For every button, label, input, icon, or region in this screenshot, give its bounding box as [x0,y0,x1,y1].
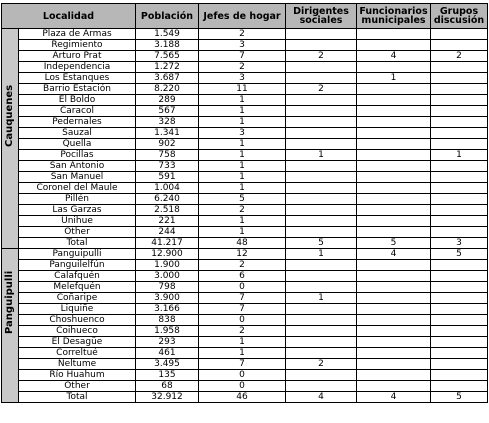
dirigentes-sociales-cell: 2 [286,84,357,95]
localidad-cell: Caracol [19,106,136,117]
dirigentes-sociales-cell [286,62,357,73]
poblacion-cell: 41.217 [136,238,199,249]
dirigentes-sociales-cell: 1 [286,150,357,161]
grupos-discusion-cell [431,40,488,51]
funcionarios-municipales-cell [357,205,431,216]
localidad-cell: Choshuenco [19,315,136,326]
table-row [2,260,488,271]
funcionarios-municipales-cell [357,337,431,348]
jefes-de-hogar-cell: 12 [199,249,286,260]
dirigentes-sociales-cell: 4 [286,392,357,403]
table-row [2,293,488,304]
grupos-discusion-cell [431,348,488,359]
jefes-de-hogar-cell: 7 [199,293,286,304]
dirigentes-sociales-cell [286,326,357,337]
poblacion-cell: 1.272 [136,62,199,73]
funcionarios-municipales-cell [357,271,431,282]
dirigentes-sociales-cell [286,40,357,51]
grupos-discusion-cell [431,128,488,139]
localidad-cell: Coronel del Maule [19,183,136,194]
dirigentes-sociales-cell [286,117,357,128]
funcionarios-municipales-cell [357,326,431,337]
funcionarios-municipales-cell [357,106,431,117]
grupos-discusion-cell [431,260,488,271]
grupos-discusion-cell [431,381,488,392]
region-label-cell [2,249,19,403]
jefes-de-hogar-cell: 1 [199,172,286,183]
header-jefes-de-hogar: Jefes de hogar [199,4,286,29]
dirigentes-sociales-cell [286,161,357,172]
localidad-cell: Los Estanques [19,73,136,84]
poblacion-cell: 798 [136,282,199,293]
poblacion-cell: 461 [136,348,199,359]
poblacion-cell: 8.220 [136,84,199,95]
header-row [2,4,488,29]
jefes-de-hogar-cell: 46 [199,392,286,403]
jefes-de-hogar-cell: 0 [199,370,286,381]
localidad-cell: Panguilelfún [19,260,136,271]
jefes-de-hogar-cell: 1 [199,337,286,348]
grupos-discusion-cell [431,183,488,194]
dirigentes-sociales-cell [286,95,357,106]
jefes-de-hogar-cell: 11 [199,84,286,95]
dirigentes-sociales-cell [286,304,357,315]
grupos-discusion-cell: 5 [431,392,488,403]
grupos-discusion-cell [431,370,488,381]
dirigentes-sociales-cell [286,227,357,238]
table-row [2,315,488,326]
poblacion-cell: 1.549 [136,29,199,40]
dirigentes-sociales-cell [286,282,357,293]
jefes-de-hogar-cell: 3 [199,73,286,84]
jefes-de-hogar-cell: 2 [199,326,286,337]
region-label-cell [2,29,19,249]
poblacion-cell: 733 [136,161,199,172]
jefes-de-hogar-cell: 0 [199,381,286,392]
poblacion-cell: 12.900 [136,249,199,260]
poblacion-cell: 591 [136,172,199,183]
poblacion-cell: 7.565 [136,51,199,62]
funcionarios-municipales-cell [357,62,431,73]
total-row [2,238,488,249]
table-row [2,106,488,117]
poblacion-cell: 68 [136,381,199,392]
funcionarios-municipales-cell: 4 [357,249,431,260]
grupos-discusion-cell [431,194,488,205]
funcionarios-municipales-cell [357,227,431,238]
jefes-de-hogar-cell: 7 [199,51,286,62]
jefes-de-hogar-cell: 1 [199,117,286,128]
grupos-discusion-cell [431,73,488,84]
grupos-discusion-cell [431,106,488,117]
localidad-cell: Coihueco [19,326,136,337]
table-row [2,172,488,183]
jefes-de-hogar-cell: 2 [199,29,286,40]
jefes-de-hogar-cell: 7 [199,359,286,370]
localidad-cell: Plaza de Armas [19,29,136,40]
dirigentes-sociales-cell [286,139,357,150]
table-row [2,29,488,40]
dirigentes-sociales-cell [286,315,357,326]
localidad-cell: Melefquén [19,282,136,293]
localidad-cell: Pocillas [19,150,136,161]
funcionarios-municipales-cell [357,370,431,381]
poblacion-cell: 1.958 [136,326,199,337]
poblacion-cell: 221 [136,216,199,227]
dirigentes-sociales-cell [286,370,357,381]
table-row [2,205,488,216]
dirigentes-sociales-cell [286,381,357,392]
total-row [2,392,488,403]
table-row [2,337,488,348]
dirigentes-sociales-cell: 2 [286,51,357,62]
table-row [2,227,488,238]
table-row [2,271,488,282]
grupos-discusion-cell [431,84,488,95]
table-row [2,304,488,315]
localidad-cell: Coñaripe [19,293,136,304]
funcionarios-municipales-cell [357,95,431,106]
dirigentes-sociales-cell [286,205,357,216]
jefes-de-hogar-cell: 1 [199,183,286,194]
jefes-de-hogar-cell: 0 [199,315,286,326]
grupos-discusion-cell [431,337,488,348]
poblacion-cell: 1.900 [136,260,199,271]
jefes-de-hogar-cell: 48 [199,238,286,249]
region-name: Panguipulli [4,270,15,334]
grupos-discusion-cell [431,282,488,293]
localidad-cell: Other [19,227,136,238]
grupos-discusion-cell [431,95,488,106]
dirigentes-sociales-cell [286,216,357,227]
table-row [2,117,488,128]
grupos-discusion-cell [431,62,488,73]
table-row [2,128,488,139]
table-row [2,282,488,293]
grupos-discusion-cell [431,29,488,40]
poblacion-cell: 6.240 [136,194,199,205]
funcionarios-municipales-cell [357,40,431,51]
poblacion-cell: 244 [136,227,199,238]
table-row [2,183,488,194]
localidad-cell: Other [19,381,136,392]
localidad-cell: Regimiento [19,40,136,51]
localidad-cell: Pillén [19,194,136,205]
dirigentes-sociales-cell [286,172,357,183]
poblacion-cell: 289 [136,95,199,106]
grupos-discusion-cell: 5 [431,249,488,260]
funcionarios-municipales-cell [357,381,431,392]
dirigentes-sociales-cell [286,337,357,348]
grupos-discusion-cell [431,271,488,282]
dirigentes-sociales-cell [286,183,357,194]
jefes-de-hogar-cell: 5 [199,194,286,205]
poblacion-cell: 293 [136,337,199,348]
header-funcionarios-municipales: Funcionarios municipales [357,4,431,29]
localidad-cell: Pedernales [19,117,136,128]
poblacion-cell: 3.000 [136,271,199,282]
jefes-de-hogar-cell: 2 [199,62,286,73]
funcionarios-municipales-cell [357,117,431,128]
table-row [2,40,488,51]
funcionarios-municipales-cell [357,172,431,183]
table-row [2,194,488,205]
localidad-cell: Panguipulli [19,249,136,260]
dirigentes-sociales-cell: 1 [286,249,357,260]
localidades-table [1,3,488,403]
funcionarios-municipales-cell [357,139,431,150]
jefes-de-hogar-cell: 2 [199,260,286,271]
region-name: Cauquenes [4,84,15,147]
poblacion-cell: 3.687 [136,73,199,84]
localidad-cell: Barrio Estación [19,84,136,95]
dirigentes-sociales-cell [286,271,357,282]
table-row [2,73,488,84]
localidad-cell: Las Garzas [19,205,136,216]
funcionarios-municipales-cell [357,29,431,40]
dirigentes-sociales-cell [286,260,357,271]
poblacion-cell: 328 [136,117,199,128]
table-row [2,161,488,172]
jefes-de-hogar-cell: 0 [199,282,286,293]
poblacion-cell: 1.004 [136,183,199,194]
localidad-cell: Unihue [19,216,136,227]
table-row [2,348,488,359]
grupos-discusion-cell [431,117,488,128]
funcionarios-municipales-cell [357,183,431,194]
table-row [2,359,488,370]
jefes-de-hogar-cell: 1 [199,227,286,238]
dirigentes-sociales-cell [286,106,357,117]
localidad-cell: El Boldo [19,95,136,106]
grupos-discusion-cell [431,359,488,370]
funcionarios-municipales-cell: 4 [357,392,431,403]
table-row [2,216,488,227]
funcionarios-municipales-cell [357,161,431,172]
jefes-de-hogar-cell: 1 [199,161,286,172]
dirigentes-sociales-cell: 2 [286,359,357,370]
localidad-cell: Río Huahum [19,370,136,381]
funcionarios-municipales-cell [357,293,431,304]
grupos-discusion-cell: 2 [431,51,488,62]
poblacion-cell: 3.900 [136,293,199,304]
table-row [2,95,488,106]
header-grupos-discusion: Grupos discusión [431,4,488,29]
poblacion-cell: 902 [136,139,199,150]
dirigentes-sociales-cell [286,128,357,139]
localidad-cell: San Manuel [19,172,136,183]
localidad-cell: San Antonio [19,161,136,172]
localidad-cell: Independencia [19,62,136,73]
grupos-discusion-cell [431,216,488,227]
funcionarios-municipales-cell [357,304,431,315]
poblacion-cell: 3.166 [136,304,199,315]
table-row [2,381,488,392]
grupos-discusion-cell [431,161,488,172]
localidad-cell: Quella [19,139,136,150]
poblacion-cell: 758 [136,150,199,161]
jefes-de-hogar-cell: 1 [199,150,286,161]
localidad-cell: Total [19,392,136,403]
jefes-de-hogar-cell: 7 [199,304,286,315]
grupos-discusion-cell [431,304,488,315]
dirigentes-sociales-cell [286,73,357,84]
jefes-de-hogar-cell: 2 [199,205,286,216]
table-row [2,370,488,381]
poblacion-cell: 567 [136,106,199,117]
funcionarios-municipales-cell [357,282,431,293]
funcionarios-municipales-cell [357,194,431,205]
poblacion-cell: 135 [136,370,199,381]
jefes-de-hogar-cell: 6 [199,271,286,282]
funcionarios-municipales-cell [357,84,431,95]
table-row [2,84,488,95]
localidad-cell: Calafquén [19,271,136,282]
localidad-cell: Correltué [19,348,136,359]
jefes-de-hogar-cell: 1 [199,95,286,106]
jefes-de-hogar-cell: 3 [199,40,286,51]
header-localidad: Localidad [2,4,136,29]
poblacion-cell: 32.912 [136,392,199,403]
funcionarios-municipales-cell [357,216,431,227]
table-row [2,150,488,161]
funcionarios-municipales-cell [357,150,431,161]
grupos-discusion-cell [431,315,488,326]
funcionarios-municipales-cell [357,260,431,271]
table-row [2,249,488,260]
grupos-discusion-cell [431,326,488,337]
funcionarios-municipales-cell: 4 [357,51,431,62]
grupos-discusion-cell [431,227,488,238]
table-row [2,62,488,73]
funcionarios-municipales-cell: 5 [357,238,431,249]
poblacion-cell: 838 [136,315,199,326]
jefes-de-hogar-cell: 1 [199,348,286,359]
jefes-de-hogar-cell: 1 [199,139,286,150]
funcionarios-municipales-cell [357,359,431,370]
grupos-discusion-cell: 3 [431,238,488,249]
localidad-cell: El Desagüe [19,337,136,348]
dirigentes-sociales-cell [286,194,357,205]
grupos-discusion-cell [431,139,488,150]
funcionarios-municipales-cell [357,348,431,359]
dirigentes-sociales-cell: 5 [286,238,357,249]
poblacion-cell: 1.341 [136,128,199,139]
table-row [2,139,488,150]
funcionarios-municipales-cell [357,315,431,326]
poblacion-cell: 3.188 [136,40,199,51]
grupos-discusion-cell [431,205,488,216]
table-body [2,29,488,403]
localidad-cell: Neltume [19,359,136,370]
localidad-cell: Arturo Prat [19,51,136,62]
grupos-discusion-cell [431,172,488,183]
grupos-discusion-cell [431,293,488,304]
funcionarios-municipales-cell [357,128,431,139]
header-dirigentes-sociales: Dirigentes sociales [286,4,357,29]
localidad-cell: Total [19,238,136,249]
header-poblacion: Población [136,4,199,29]
jefes-de-hogar-cell: 3 [199,128,286,139]
poblacion-cell: 2.518 [136,205,199,216]
funcionarios-municipales-cell: 1 [357,73,431,84]
localidad-cell: Sauzal [19,128,136,139]
localidad-cell: Liquiñe [19,304,136,315]
jefes-de-hogar-cell: 1 [199,106,286,117]
dirigentes-sociales-cell [286,29,357,40]
table-row [2,51,488,62]
dirigentes-sociales-cell [286,348,357,359]
table-row [2,326,488,337]
poblacion-cell: 3.495 [136,359,199,370]
jefes-de-hogar-cell: 1 [199,216,286,227]
dirigentes-sociales-cell: 1 [286,293,357,304]
grupos-discusion-cell: 1 [431,150,488,161]
